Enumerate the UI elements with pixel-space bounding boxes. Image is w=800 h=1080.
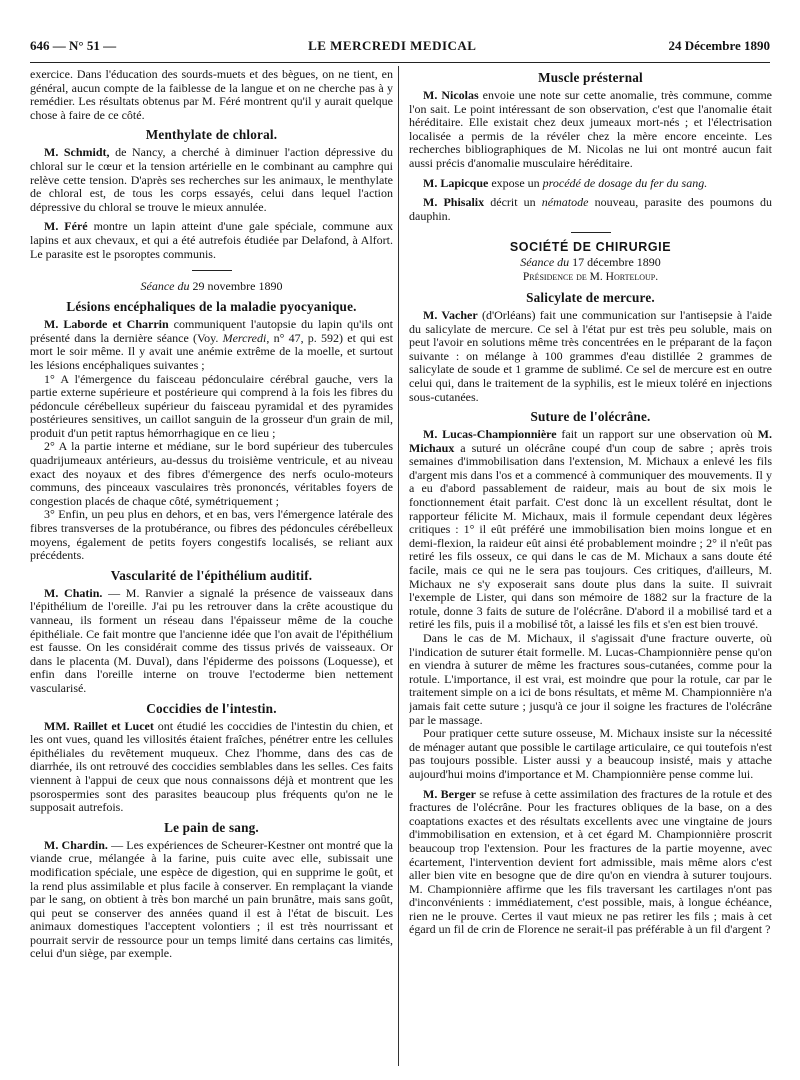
paragraph-text: , n° 47, p. 592) et qui est mort le soir même. Il y avait une anémie extrême de la moelle, et surtout les lésions encéphaliques suivantes ; xyxy=(30,330,393,372)
author-name: M. Lucas-Championnière xyxy=(423,427,557,442)
journal-reference: Mercredi xyxy=(222,330,267,345)
author-name: M. Laborde et Charrin xyxy=(44,317,169,332)
paragraph-italic: nématode xyxy=(541,195,589,210)
paragraph-italic: procédé de dosage du fer du sang. xyxy=(542,175,708,190)
paragraph-suture-osseuse: Pour pratiquer cette suture osseuse, M. Michaux insiste sur la nécessité de ménager autant que possible le cartilage articulaire, ce qui toutefois n'est pas toujours possible. Lister aussi y a beaucoup insisté, mais y attache aujourd'hui moins d'importance et M. Championnière pense comme lui. xyxy=(409,726,772,781)
paragraph-text: expose un xyxy=(488,175,543,190)
seance-date: 17 décembre 1890 xyxy=(569,254,661,269)
paragraph-text: — M. Ranvier a signalé la présence de vaisseaux dans l'épithélium de l'oreille. J'ai pu les retrouver dans la crête acoustique du vanneau, ils forment un réseau dans l'épaisseur même de la couche épithéliale. Ce fait montre que l'ancienne idée que l'on avait de l'épithélium est fausse. On les considérait comme des tissus privés de vaisseaux. Or dans le placenta (M. Duval), dans l'épiderme des poissons (Loquesse), et enfin dans l'oreille interne on trouve l'ectoderme bien nettement vascularisé. xyxy=(30,585,393,695)
right-column xyxy=(409,68,772,1068)
author-name: M. Féré xyxy=(44,219,88,234)
paragraph-vacher xyxy=(409,309,772,404)
paragraph-text: se refuse à cette assimilation des fractures de la rotule et des fractures de l'olécrâne. Pour les fractures obliques de la base, on a des coaptations exactes et des résultats excellents avec une vingtaine de jours d'immobilisation en extension, et à cet égard M. Championnière proscrit beaucoup trop l'extension. Pour les fractures de la partie moyenne, avec écartement, l'intervention devient fort admissible, mais même alors c'est aller bien vite en besogne que de dire qu'on en viendra à suturer toujours. M. Championnière affirme que les fils traversant les cartilages n'ont pas d'inconvénients : immédiatement, c'est possible, mais, à longue échéance, rien ne le prouve. Certes il vaut mieux ne pas retirer les fils ; mais à cet égard un fil de crin de Florence ne serait-il pas préférable à un fil d'argent ? xyxy=(409,786,772,937)
paragraph-raillet xyxy=(30,720,393,815)
author-name: M. Chatin. xyxy=(44,585,103,600)
seance-date: 29 novembre 1890 xyxy=(189,279,283,294)
paragraph-chatin xyxy=(30,587,393,696)
paragraph-fere xyxy=(30,220,393,261)
paragraph-text: envoie une note sur cette anomalie, très commune, comme l'on sait. Le point intéressant de son observation, c'est que l'anomalie était héréditaire. Elle existait chez deux jumeaux mort-nés ; et l'électrisation localisée a permis de la révéler chez la mère encore enceinte. Les recherches bibliographiques de M. Nicolas ne lui ont montré aucun fait aussi précis d'anomalie musculaire héréditaire. xyxy=(409,88,772,170)
page-header xyxy=(30,38,770,60)
author-name: M. Nicolas xyxy=(423,88,479,102)
paragraph-lucas-championniere xyxy=(409,428,772,632)
journal-title: LE MERCREDI MEDICAL xyxy=(308,38,477,53)
paragraph-chardin xyxy=(30,839,393,961)
society-heading: SOCIÉTÉ DE CHIRURGIE xyxy=(509,240,672,255)
paragraph-schmidt xyxy=(30,146,393,214)
section-title-salicylate: Salicylate de mercure. xyxy=(526,289,655,305)
paragraph-phisalix xyxy=(409,196,772,223)
author-name: M. Lapicque xyxy=(423,175,489,190)
paragraph-lesion-3: 3° Enfin, un peu plus en dehors, et en bas, vers l'émergence latérale des fibres transverses de la protubérance, ou fibres des pédoncules cérébelleux moyens, également de petits foyers congestifs localisés, se reliant aux précédents. xyxy=(30,507,393,563)
author-name: M. Michaux xyxy=(409,427,772,455)
paragraph-text: a suturé un olécrâne coupé d'un coup de sabre ; après trois semaines d'immobilisation dans l'extension, M. Michaux a enlevé les fils d'argent mis dans l'os et a commencé à communiquer des mouvements. Il y a eu d'abord passablement de raideur, mais au bout de six mois le fonctionnement était parfait. C'est donc là un excellent résultat, dont le rapporteur félicite M. Michaux, mais il formule cependant deux légères critiques : 1° il eût préféré une immobilisation bien moins longue et en demi-flexion, la raideur eût ainsi été probablement moindre ; 2° il n'eût pas retiré les fils osseux, ce qui dans le cas de M. Michaux a sans doute été facile, mais ce qui ne le sera pas toujours. Ces critiques, d'ailleurs, M. Michaux ne s'y exposerait sans doute plus dans la suite. Il suivrait l'exemple de Lister, qui dans son mémoire de 1882 sur la fracture de la rotule, donne 3 faits de suture de l'olécrâne. D'abord il a mobilisé tard et a retiré les fils, puis il a mobilisé tôt, a laissé les fils et s'en est bien trouvé. xyxy=(409,440,772,632)
presidence-line: Présidence de M. Horteloup. xyxy=(522,270,659,283)
seance-prefix: Séance du xyxy=(520,254,570,269)
section-title-lesions: Lésions encéphaliques de la maladie pyocyanique. xyxy=(66,299,357,315)
paragraph-text: nouveau, parasite des poumons du dauphin. xyxy=(409,195,772,223)
paragraph-lapicque xyxy=(409,177,772,191)
author-name: M. Vacher xyxy=(423,307,478,322)
author-name: MM. Raillet et Lucet xyxy=(44,718,154,733)
paragraph-text: fait un rapport sur une observation où xyxy=(556,427,758,442)
header-rule xyxy=(30,62,770,63)
paragraph-text: montre un lapin atteint d'une gale spéciale, commune aux lapins et aux chevaux, et qui a été autrefois étudiée par Delafond, à Alfort. Le parasite est le psoroptes communis. xyxy=(30,219,393,261)
section-separator xyxy=(571,232,611,233)
author-name: M. Phisalix xyxy=(423,195,485,210)
seance-prefix: Séance du xyxy=(140,279,190,294)
intro-paragraph: exercice. Dans l'éducation des sourds-muets et des bègues, on ne tient, en général, aucun compte de la faiblesse de la langue et on ne cherche pas à y remédier. Les résultats obtenus par M. Féré montrent qu'il y aurait quelque chose à faire de ce côté. xyxy=(30,68,393,122)
section-title-menthylate: Menthylate de chloral. xyxy=(145,127,278,143)
page-number: 646 — N° 51 — xyxy=(30,38,117,53)
section-title-muscle: Muscle présternal xyxy=(538,70,643,85)
paragraph-nicolas xyxy=(409,89,772,171)
paragraph-text: décrit un xyxy=(484,195,542,210)
section-title-vascularite: Vascularité de l'épithélium auditif. xyxy=(110,567,313,583)
seance-heading xyxy=(409,255,772,270)
paragraph-text: — Les expériences de Scheurer-Kestner ont montré que la viande crue, mélangée à la farine, puis cuite avec elle, subissait une modification spéciale, une espèce de digestion, qui en supprime le goût, et la rend plus assimilable et plus facile à conserver. En remplaçant la viande par le sang, on obtient à très bon marché un pain brunâtre, mais sans goût, qui peut se conserver des années quand il est à l'état de biscuit. Les animaux domestiques l'acceptent volontiers ; il est très nourrissant et pourrait servir de ressource pour un temps limité dans certains cas limités, celui d'un siège, par exemple. xyxy=(30,837,393,961)
paragraph-text: de Nancy, a cherché à diminuer l'action dépressive du chloral sur le cœur et la tension artérielle en le combinant au camphre qui relève cette tension. D'après ses recherches sur les animaux, le menthylate de chloral est, de tous les corps essayés, celui dans lequel l'action dépressive du chloral se trouve le mieux annulée. xyxy=(30,145,393,214)
author-name: M. Schmidt, xyxy=(44,145,110,160)
paragraph-lesion-2: 2° A la partie interne et médiane, sur le bord supérieur des tubercules quadrijumeaux antérieurs, au-dessus du troisième ventricule, et au niveau exact des noyaux et des fibres d'émergence des nerfs oculo-moteurs communs, des pinceaux vasculaires très prononcés, véritables foyers de congestion placés de chaque côté, symétriquement ; xyxy=(30,439,393,508)
paragraph-lesion-1: 1° A l'émergence du faisceau pédonculaire cérébral gauche, vers la partie externe supérieure et postérieure qui comprend à la fois les fibres du pédoncule cérébelleux supérieur du faisceau pyramidal et des pyramides postérieures sensitives, un caillot sanguin de la grosseur d'un grain de mil, produit d'un petit raptus hémorrhagique en ce lieu ; xyxy=(30,371,393,440)
paragraph-text: ont étudié les coccidies de l'intestin du chien, et les ont vues, quand les villosités étaient fraîches, pénétrer entre les cellules épithéliales du revêtement muqueux. Chez l'homme, dans des cas de diarrhée, ils ont retrouvé des coccidies semblables dans les selles. Ces faits viennent à l'appui de ceux que nous connaissons déjà et montrent que les psorospermies sont des parasites beaucoup plus fréquents qu'on ne le supposait autrefois. xyxy=(30,718,393,815)
section-title-coccidies: Coccidies de l'intestin. xyxy=(146,700,277,716)
paragraph-text: communiquent l'autopsie du lapin qu'ils ont présenté dans la dernière séance (Voy. xyxy=(30,317,393,345)
seance-heading xyxy=(30,279,393,294)
paragraph-laborde xyxy=(30,318,393,372)
section-title-pain-de-sang: Le pain de sang. xyxy=(164,819,259,835)
column-divider xyxy=(398,66,399,1066)
left-column xyxy=(30,68,393,1068)
author-name: M. Chardin. xyxy=(44,837,108,852)
section-title-olecrane: Suture de l'olécrâne. xyxy=(530,409,651,425)
paragraph-berger xyxy=(409,788,772,938)
author-name: M. Berger xyxy=(423,786,476,801)
paragraph-text: (d'Orléans) fait une communication sur l'antisepsie à l'aide du salicylate de mercure. Ce sel à l'état pur est très peu soluble, mais on peut l'avoir en solutions même très concentrées en le préparant de la façon suivante : on mélange à 100 grammes d'eau distillée 2 grammes de salicylate de soude et 1 gramme de sublimé. Ce sel de mercure est en outre celui qui, dans le traitement de la syphilis, est le mieux toléré en injections sous-cutanées. xyxy=(409,307,772,404)
paragraph-michaux-case: Dans le cas de M. Michaux, il s'agissait d'une fracture ouverte, où l'indication de suturer était formelle. M. Lucas-Championnière pense qu'on en viendra à suturer de même les fractures sous-cutanées, comme pour la rotule. L'importance, il est vrai, est moindre que pour la rotule, car par le traitement simple on a ici de bons résultats, et même M. Championnière n'a jamais fait cette suture ; jusqu'à ce jour il soigne les fractures de l'olécrâne par le massage. xyxy=(409,631,772,727)
section-separator xyxy=(192,270,232,271)
issue-date: 24 Décembre 1890 xyxy=(668,38,770,53)
